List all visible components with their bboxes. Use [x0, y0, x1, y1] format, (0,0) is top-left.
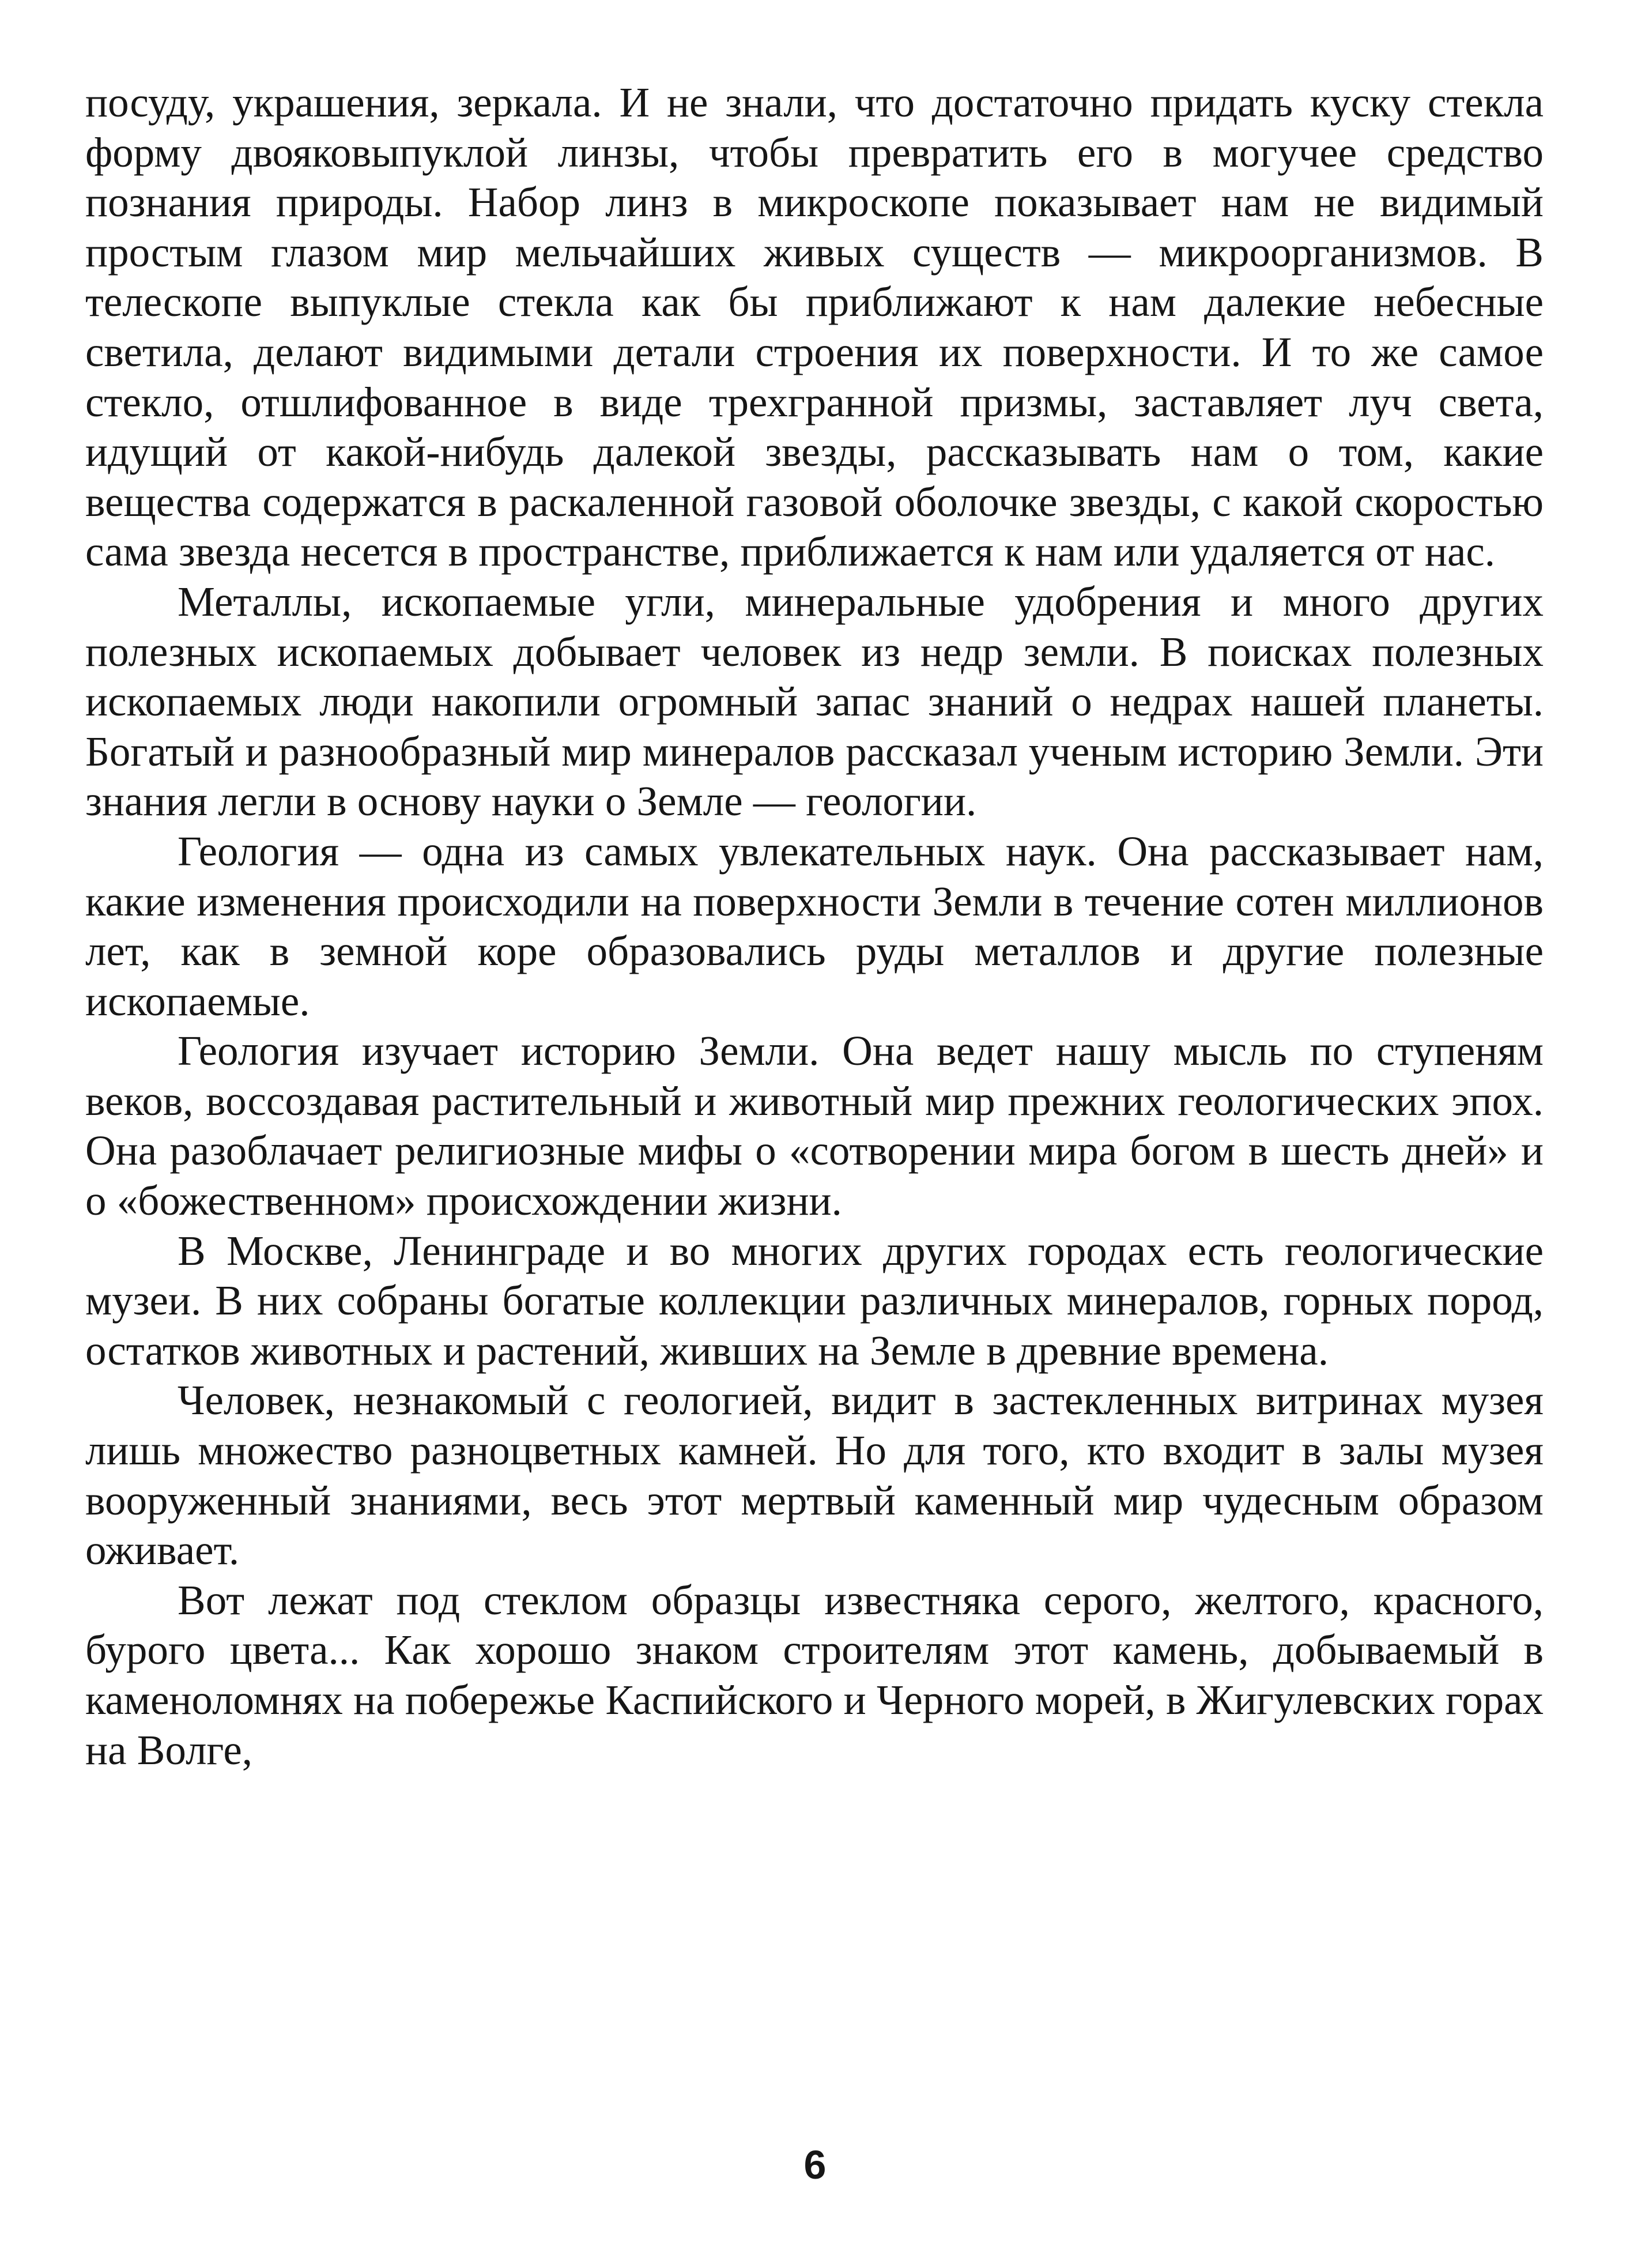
paragraph-limestone: Вот лежат под стеклом образцы известняка серого, желтого, красного, бурого цвета... Как хорошо знаком строителям этот камень, добываемый в каменоломнях на побережье Каспийского и Черного морей, в Жигулевских горах на Волге,	[85, 1576, 1544, 1773]
paragraph-geology-history: Геология изучает историю Земли. Она ведет нашу мысль по ступеням веков, воссоздавая растительный и животный мир прежних геологических эпох. Она разоблачает религиозные мифы о «сотворении мира богом в шесть дней» и о «божественном» происхождении жизни.	[85, 1027, 1544, 1225]
paragraph-geology-intro: Геология — одна из самых увлекательных наук. Она рассказывает нам, какие изменения происходили на поверхности Земли в течение сотен миллионов лет, как в земной коре образовались руды металлов и другие полезные ископаемые.	[85, 827, 1544, 1024]
paragraph-minerals: Металлы, ископаемые угли, минеральные удобрения и много других полезных ископаемых добывает человек из недр земли. В поисках полезных ископаемых люди накопили огромный запас знаний о недрах нашей планеты. Богатый и разнообразный мир минералов рассказал ученым историю Земли. Эти знания легли в основу науки о Земле — геологии.	[85, 578, 1544, 825]
paragraph-visitor: Человек, незнакомый с геологией, видит в застекленных витринах музея лишь множество разноцветных камней. Но для того, кто входит в залы музея вооруженный знаниями, весь этот мертвый каменный мир чудесным образом оживает.	[85, 1377, 1544, 1574]
page-number: 6	[803, 2142, 827, 2187]
paragraph-museums: В Москве, Ленинграде и во многих других городах есть геологические музеи. В них собраны богатые коллекции различных минералов, горных пород, остатков животных и растений, живших на Земле в древние времена.	[85, 1227, 1544, 1374]
page-body	[85, 78, 1544, 1775]
paragraph-continuation: посуду, украшения, зеркала. И не знали, что достаточно придать куску стекла форму двояковыпуклой линзы, чтобы превратить его в могучее средство познания природы. Набор линз в микроскопе показывает нам не видимый простым глазом мир мельчайших живых существ — микроорганизмов. В телескопе выпуклые стекла как бы приближают к нам далекие небесные светила, делают видимыми детали строения их поверхности. И то же самое стекло, отшлифованное в виде трехгранной призмы, заставляет луч света, идущий от какой-нибудь далекой звезды, рассказывать нам о том, какие вещества содержатся в раскаленной газовой оболочке звезды, с какой скоростью сама звезда несется в пространстве, приближается к нам или удаляется от нас.	[85, 79, 1544, 575]
